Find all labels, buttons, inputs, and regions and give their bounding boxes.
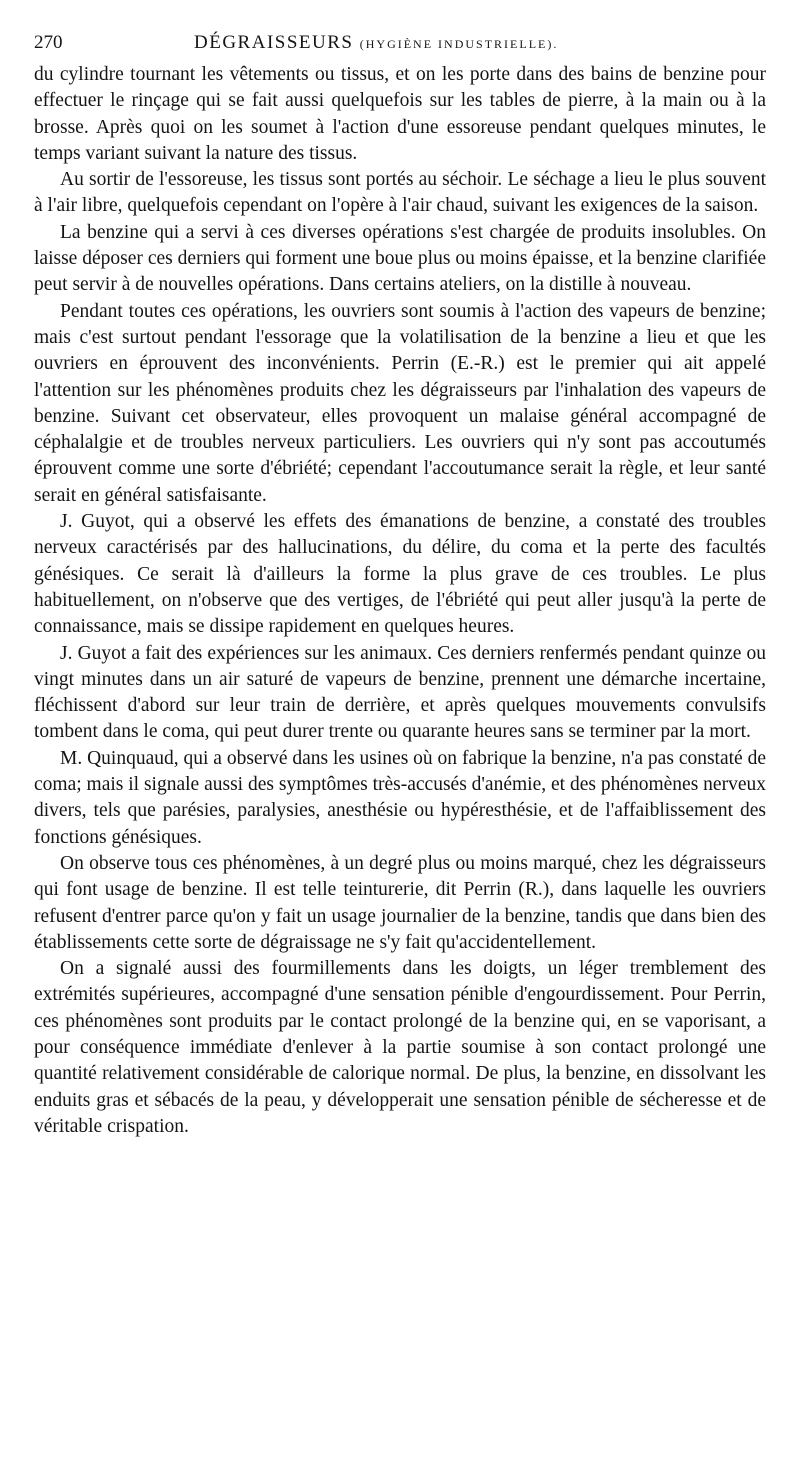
paragraph-7: M. Quinquaud, qui a observé dans les usines où on fabrique la benzine, n'a pas constaté de coma; mais il signale aussi des symptômes très-accusés d'anémie, et des phénomènes nerveux divers, tels que parésies, paralysies, anesthésie ou hypéresthésie, et de l'affaiblissement des fonctions génésiques. <box>34 747 766 848</box>
paragraph-1: du cylindre tournant les vêtements ou tissus, et on les porte dans des bains de benzine pour effectuer le rinçage qui se fait aussi quelquefois sur les tables de pierre, à la main ou à la brosse. Après quoi on les soumet à l'action d'une essoreuse pendant quelques minutes, le temps variant suivant la nature des tissus. <box>34 64 766 164</box>
paragraph-4: Pendant toutes ces opérations, les ouvriers sont soumis à l'action des vapeurs de benzine; mais c'est surtout pendant l'essorage que la volatilisation de la benzine a lieu et que les ouvriers en éprouvent des inconvénients. Perrin (E.-R.) est le premier qui ait appelé l'attention sur les phénomènes produits chez les dégraisseurs par l'inhalation des vapeurs de benzine. Suivant cet observateur, elles provoquent un malaise général accompagné de céphalalgie et de troubles nerveux particuliers. Les ouvriers qui n'y sont pas accoutumés éprouvent comme une sorte d'ébriété; cependant l'accoutumance serait la règle, et leur santé serait en général satisfaisante. <box>34 300 766 506</box>
paragraph-5: J. Guyot, qui a observé les effets des émanations de benzine, a constaté des troubles nerveux caractérisés par des hallucinations, du délire, du coma et la perte des facultés génésiques. Ce serait là d'ailleurs la forme la plus grave de ces troubles. Le plus habituellement, on n'observe que des vertiges, de l'ébriété qui peut aller jusqu'à la perte de connaissance, mais se dissipe rapidement en quelques heures. <box>34 511 766 638</box>
running-title-main: DÉGRAISSEURS <box>194 32 354 53</box>
body-text <box>34 62 766 1140</box>
paragraph-8: On observe tous ces phénomènes, à un degré plus ou moins marqué, chez les dégraisseurs qui font usage de benzine. Il est telle teinturerie, dit Perrin (R.), dans laquelle les ouvriers refusent d'entrer parce qu'on y fait un usage journalier de la benzine, tandis que dans bien des établissements cette sorte de dégraissage ne s'y fait qu'accidentellement. <box>34 852 766 953</box>
running-title-subtitle: (HYGIÈNE INDUSTRIELLE). <box>359 37 559 51</box>
paragraph-9: On a signalé aussi des fourmillements dans les doigts, un léger tremblement des extrémités supérieures, accompagné d'une sensation pénible d'engourdissement. Pour Perrin, ces phénomènes sont produits par le contact prolongé de la benzine qui, en se vaporisant, a pour conséquence immédiate d'enlever à la partie soumise à son contact prolongé une quantité relativement considérable de calorique normal. De plus, la benzine, en dissolvant les enduits gras et sébacés de la peau, y développerait une sensation pénible de sécheresse et de véritable crispation. <box>34 958 766 1137</box>
page-header <box>34 30 766 56</box>
page-number: 270 <box>34 32 63 53</box>
paragraph-6: J. Guyot a fait des expériences sur les animaux. Ces derniers renfermés pendant quinze ou vingt minutes dans un air saturé de vapeurs de benzine, prennent une démarche incertaine, fléchissent d'abord sur leur train de derrière, et après quelques mouvements convulsifs tombent dans le coma, qui peut durer trente ou quarante heures sans se terminer par la mort. <box>34 642 766 743</box>
document-page <box>34 30 766 1140</box>
paragraph-2: Au sortir de l'essoreuse, les tissus sont portés au séchoir. Le séchage a lieu le plus souvent à l'air libre, quelquefois cependant on l'opère à l'air chaud, suivant les exigences de la saison. <box>34 169 766 217</box>
paragraph-3: La benzine qui a servi à ces diverses opérations s'est chargée de produits insolubles. On laisse déposer ces derniers qui forment une boue plus ou moins épaisse, et la benzine clarifiée peut servir à de nouvelles opérations. Dans certains ateliers, on la distille à nouveau. <box>34 221 766 296</box>
running-title <box>194 30 558 57</box>
